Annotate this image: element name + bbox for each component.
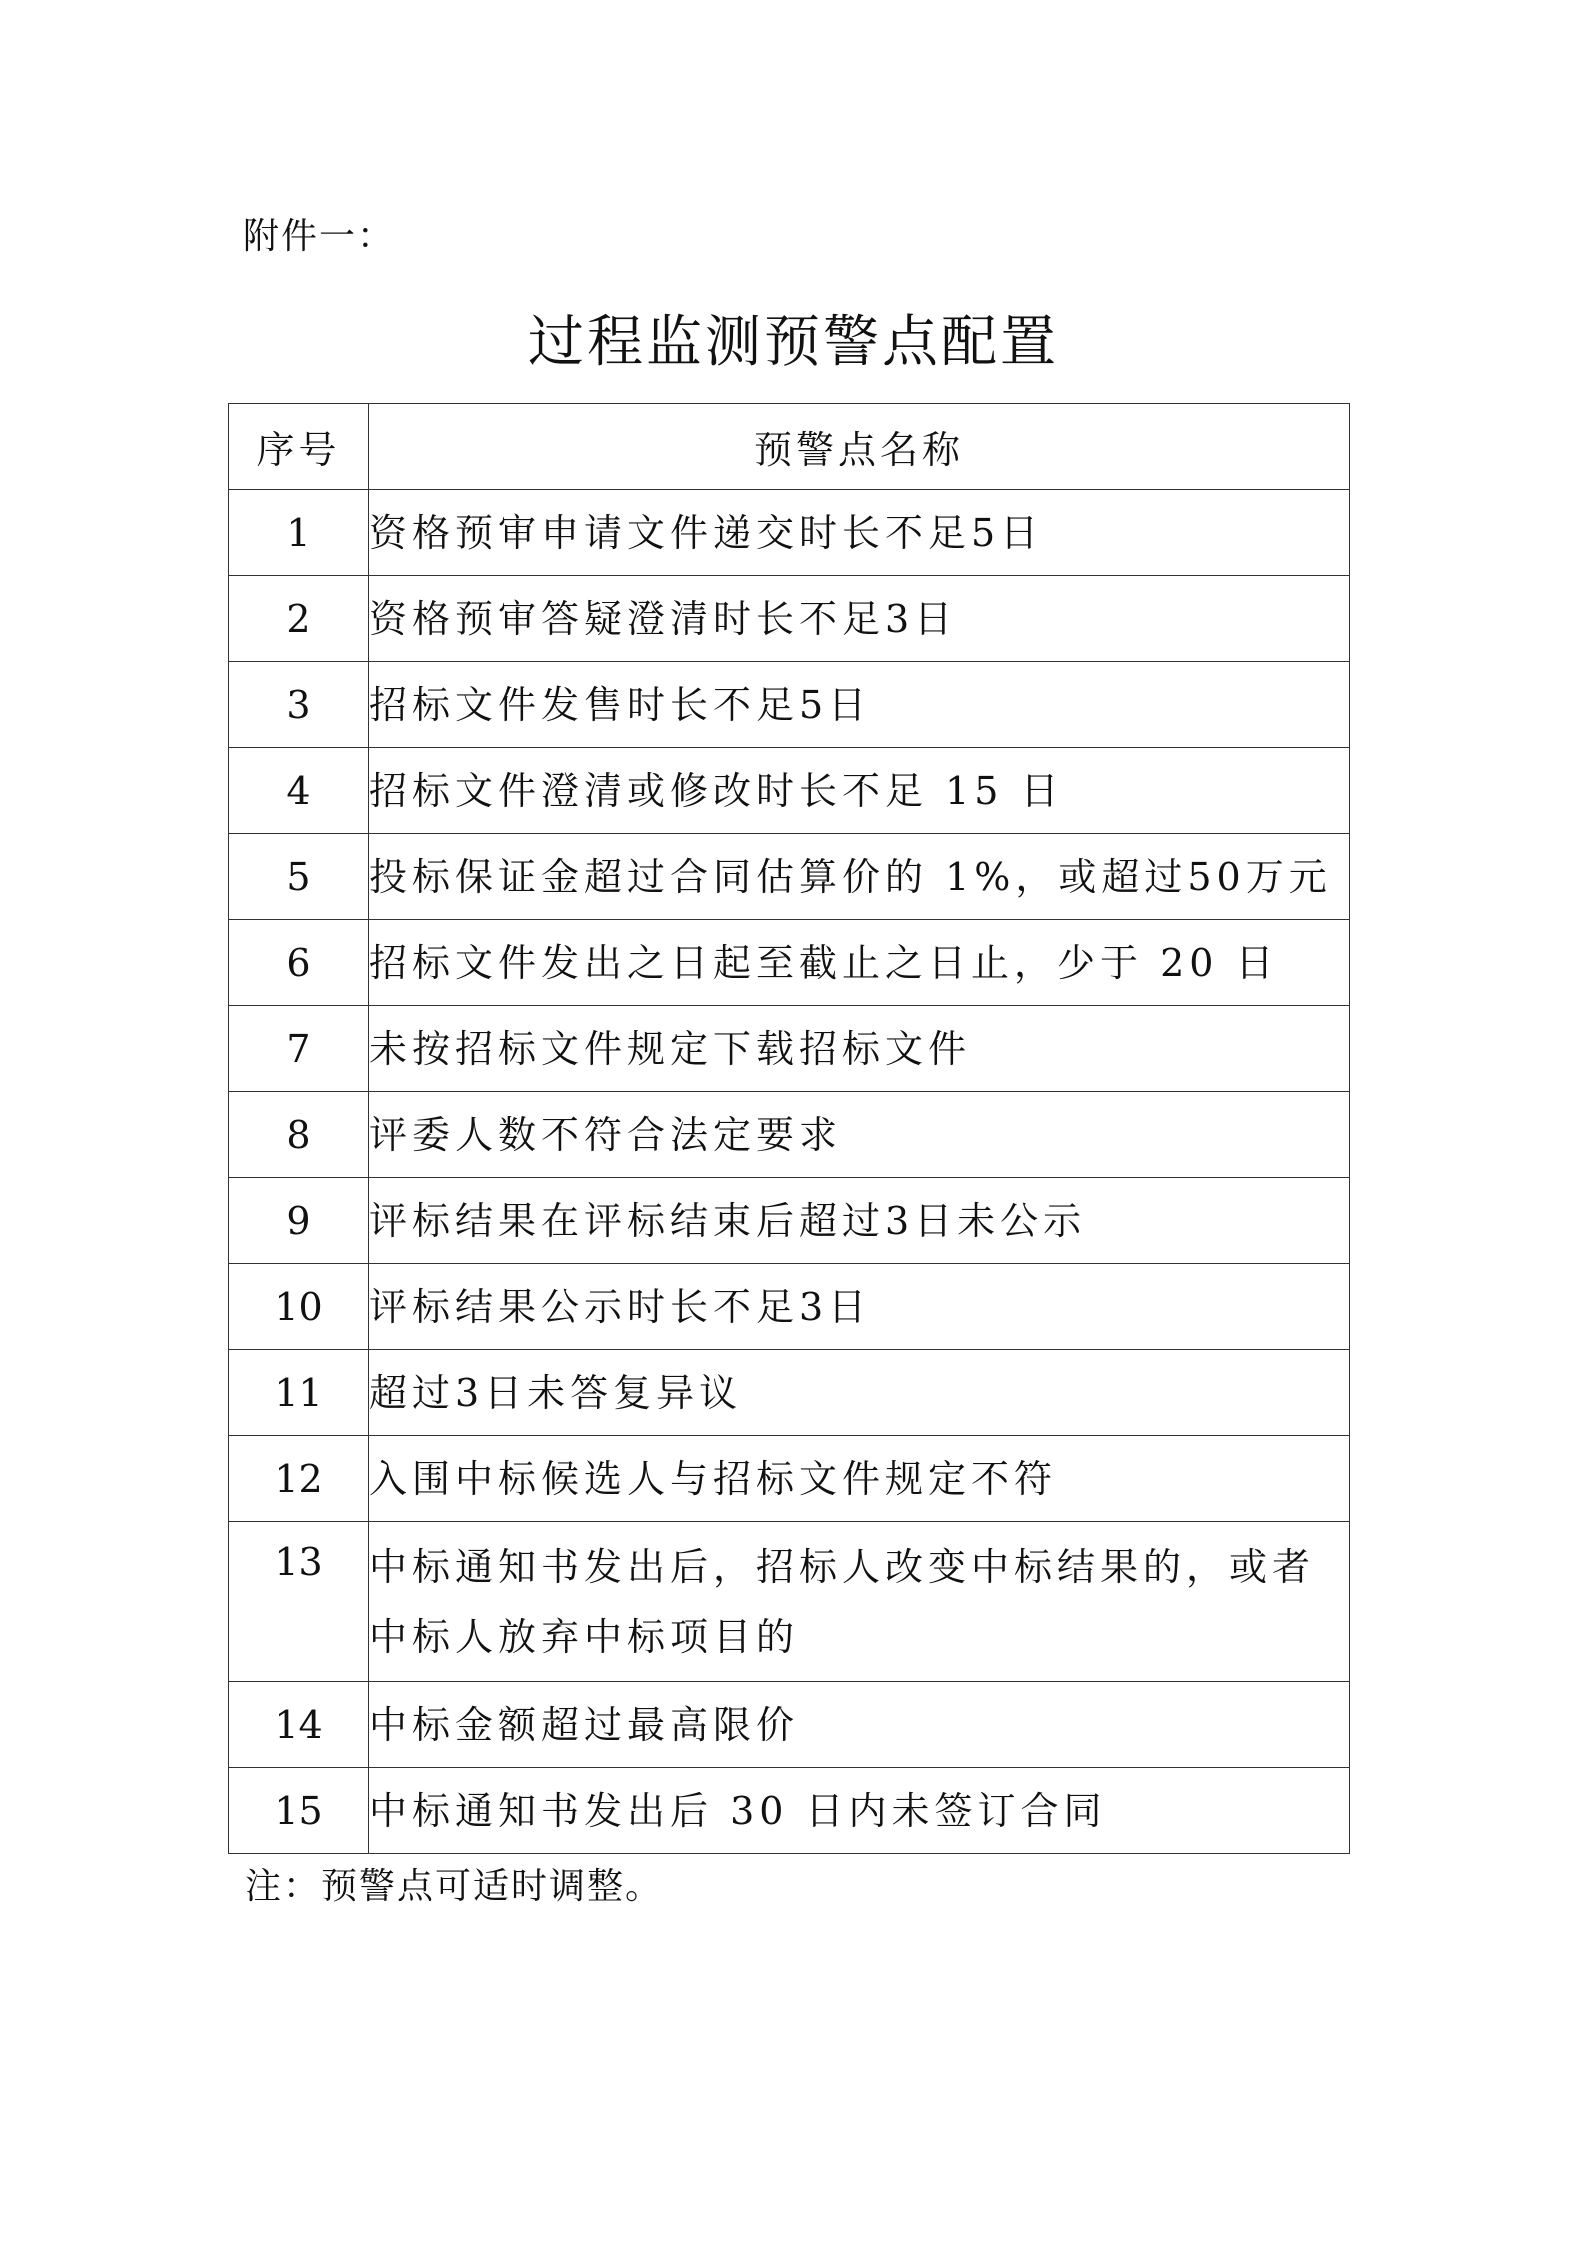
- warning-point-name: 中标金额超过最高限价: [369, 1682, 1350, 1768]
- table-row: [229, 1768, 1350, 1854]
- row-number: 3: [229, 662, 369, 748]
- row-number: 9: [229, 1178, 369, 1264]
- warning-point-name: 中标通知书发出后，招标人改变中标结果的，或者中标人放弃中标项目的: [369, 1522, 1350, 1682]
- row-number: 13: [229, 1522, 369, 1682]
- table-row: [229, 1522, 1350, 1682]
- row-number: 8: [229, 1092, 369, 1178]
- warning-point-name: 资格预审答疑澄清时长不足3日: [369, 576, 1350, 662]
- row-number: 10: [229, 1264, 369, 1350]
- table-row: [229, 1436, 1350, 1522]
- row-number: 4: [229, 748, 369, 834]
- warning-point-name: 招标文件发出之日起至截止之日止，少于 20 日: [369, 920, 1350, 1006]
- footnote: 注：预警点可适时调整。: [245, 1866, 664, 1907]
- row-number: 15: [229, 1768, 369, 1854]
- table-row: [229, 1682, 1350, 1768]
- row-number: 14: [229, 1682, 369, 1768]
- table-header-row: [229, 404, 1350, 490]
- warning-point-name: 资格预审申请文件递交时长不足5日: [369, 490, 1350, 576]
- table-row: [229, 1350, 1350, 1436]
- table-row: [229, 1092, 1350, 1178]
- row-number: 7: [229, 1006, 369, 1092]
- warning-point-name: 投标保证金超过合同估算价的 1%，或超过50万元: [369, 834, 1350, 920]
- warning-point-name: 评标结果在评标结束后超过3日未公示: [369, 1178, 1350, 1264]
- warning-point-name: 评委人数不符合法定要求: [369, 1092, 1350, 1178]
- column-header-name: 预警点名称: [369, 404, 1350, 490]
- warning-point-name: 招标文件澄清或修改时长不足 15 日: [369, 748, 1350, 834]
- row-number: 12: [229, 1436, 369, 1522]
- row-number: 5: [229, 834, 369, 920]
- warning-point-name: 评标结果公示时长不足3日: [369, 1264, 1350, 1350]
- warning-point-name: 中标通知书发出后 30 日内未签订合同: [369, 1768, 1350, 1854]
- table-row: [229, 576, 1350, 662]
- row-number: 11: [229, 1350, 369, 1436]
- warning-points-table: [228, 403, 1350, 1854]
- table-row: [229, 1178, 1350, 1264]
- table-row: [229, 748, 1350, 834]
- warning-point-name: 超过3日未答复异议: [369, 1350, 1350, 1436]
- row-number: 2: [229, 576, 369, 662]
- page-title: 过程监测预警点配置: [528, 310, 1059, 375]
- row-number: 1: [229, 490, 369, 576]
- table-row: [229, 1264, 1350, 1350]
- attachment-label: 附件一：: [243, 216, 396, 257]
- warning-point-name: 未按招标文件规定下载招标文件: [369, 1006, 1350, 1092]
- table-row: [229, 834, 1350, 920]
- warning-point-name: 入围中标候选人与招标文件规定不符: [369, 1436, 1350, 1522]
- warning-point-name: 招标文件发售时长不足5日: [369, 662, 1350, 748]
- table-row: [229, 1006, 1350, 1092]
- table-row: [229, 920, 1350, 1006]
- column-header-no: 序号: [229, 404, 369, 490]
- row-number: 6: [229, 920, 369, 1006]
- table-row: [229, 490, 1350, 576]
- table-row: [229, 662, 1350, 748]
